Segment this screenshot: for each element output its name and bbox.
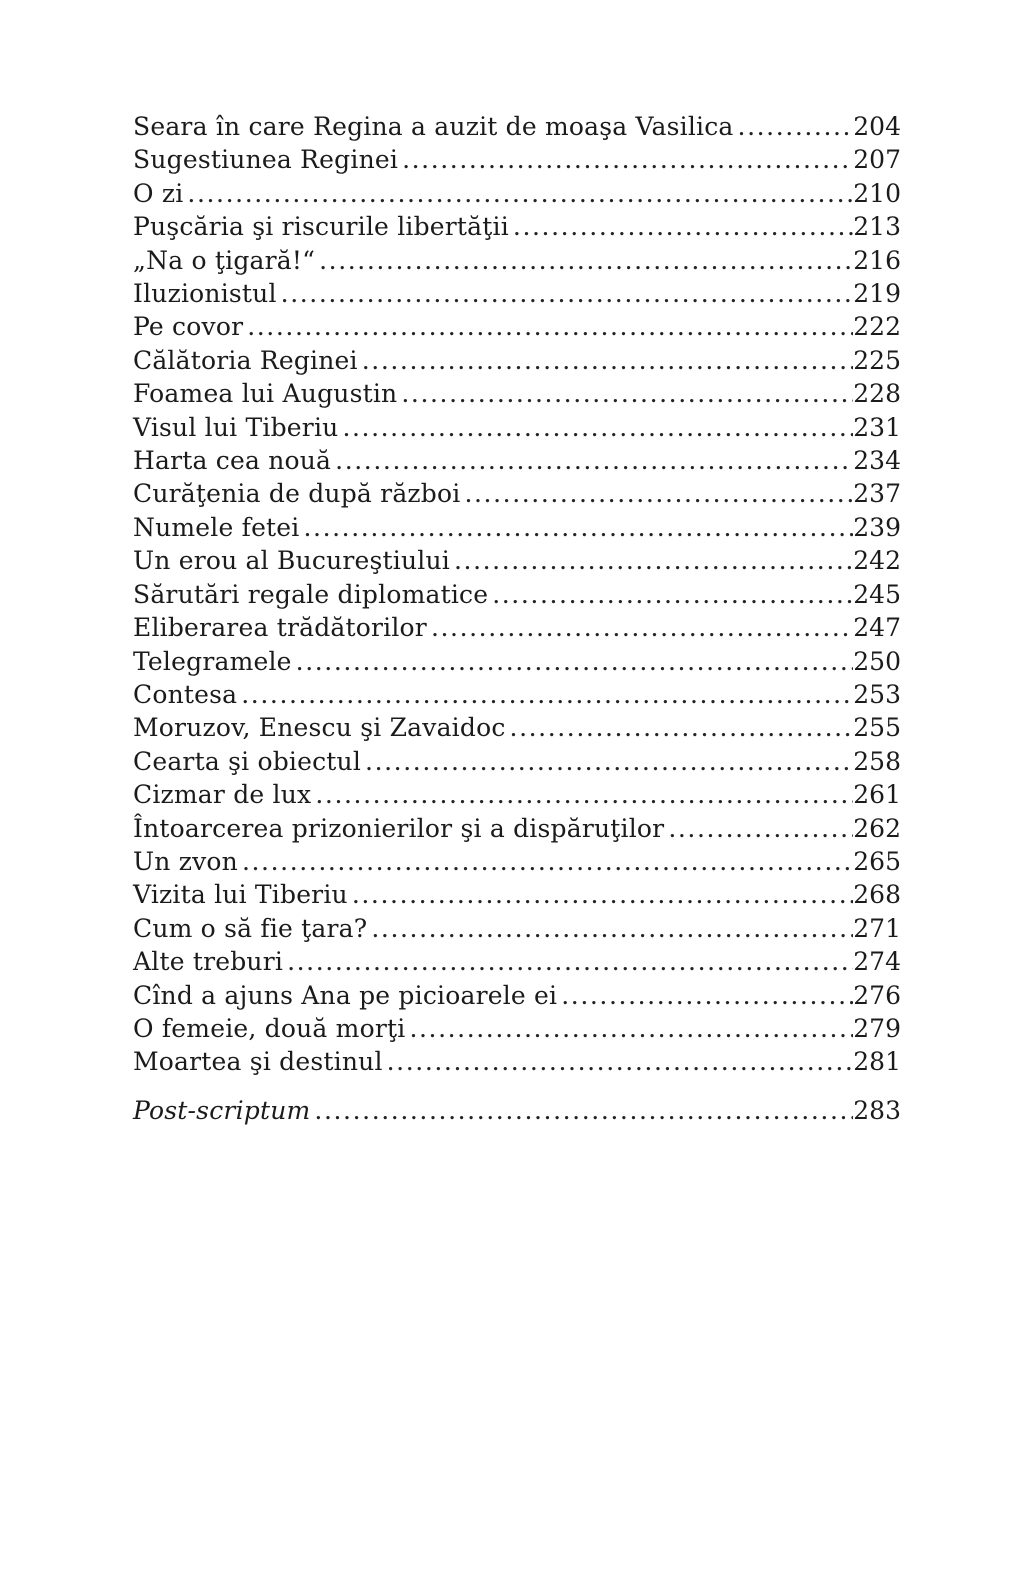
toc-leader-dots — [296, 645, 854, 678]
toc-entry-page: 216 — [853, 245, 901, 275]
toc-entry-page: 255 — [853, 713, 901, 743]
toc-row — [133, 210, 901, 243]
toc-entry-title: Eliberarea trădătorilor — [133, 613, 427, 643]
toc-entry-page: 265 — [853, 846, 901, 876]
toc-entry-page: 271 — [853, 913, 901, 943]
toc-row — [133, 1094, 901, 1127]
toc-entry-page: 281 — [853, 1047, 901, 1077]
toc-row — [133, 444, 901, 477]
toc-entry-page: 210 — [853, 178, 901, 208]
toc-leader-dots — [510, 711, 854, 744]
toc-row — [133, 645, 901, 678]
toc-entry-page: 231 — [853, 412, 901, 442]
toc-leader-dots — [513, 210, 853, 243]
toc-row — [133, 1045, 901, 1078]
toc-row — [133, 244, 901, 277]
toc-entry-title: Cizmar de lux — [133, 780, 312, 810]
toc-leader-dots — [287, 945, 853, 978]
toc-entry-page: 274 — [853, 947, 901, 977]
toc-entry-page: 261 — [853, 780, 901, 810]
toc-leader-dots — [187, 177, 853, 210]
toc-row — [133, 678, 901, 711]
toc-leader-dots — [241, 678, 853, 711]
toc-entry-page: 239 — [853, 512, 901, 542]
toc-row — [133, 110, 901, 143]
toc-entry-title: Seara în care Regina a auzit de moaşa Vasilica — [133, 112, 734, 141]
toc-entry-title: Post-scriptum — [133, 1095, 311, 1125]
toc-entry-title: O femeie, două morţi — [133, 1013, 406, 1043]
toc-leader-dots — [409, 1012, 853, 1045]
toc-leader-dots — [352, 878, 853, 911]
toc-entry-page: 258 — [853, 746, 901, 776]
toc-entry-page: 276 — [853, 980, 901, 1010]
toc-leader-dots — [668, 812, 853, 845]
toc-leader-dots — [561, 979, 853, 1012]
toc-leader-dots — [304, 511, 854, 544]
toc-entry-title: Cînd a ajuns Ana pe picioarele ei — [133, 980, 558, 1010]
toc-leader-dots — [314, 1094, 853, 1127]
toc-entry-title: Foamea lui Augustin — [133, 379, 398, 409]
toc-row — [133, 544, 901, 577]
toc-entry-page: 262 — [853, 813, 901, 843]
toc-row — [133, 845, 901, 878]
toc-leader-dots — [454, 544, 853, 577]
toc-entry-title: Pe covor — [133, 312, 244, 342]
toc-entry-title: Iluzionistul — [133, 279, 277, 309]
toc-entry-page: 204 — [853, 112, 901, 141]
toc-leader-dots — [315, 778, 853, 811]
toc-entry-title: Întoarcerea prizonierilor şi a dispăruţilor — [133, 813, 665, 843]
toc-entry-title: Cearta şi obiectul — [133, 746, 362, 776]
toc-entry-page: 225 — [853, 345, 901, 375]
toc-row — [133, 177, 901, 210]
toc-leader-dots — [371, 912, 853, 945]
toc-leader-dots — [738, 110, 854, 143]
toc-leader-dots — [464, 477, 853, 510]
toc-entry-title: Puşcăria şi riscurile libertăţii — [133, 212, 509, 242]
toc-entry-title: Sărutări regale diplomatice — [133, 579, 489, 609]
toc-leader-dots — [362, 344, 854, 377]
toc-entry-page: 228 — [853, 379, 901, 409]
toc-row — [133, 143, 901, 176]
toc-entry-page: 234 — [853, 446, 901, 476]
toc-row — [133, 344, 901, 377]
toc-row — [133, 411, 901, 444]
toc-entry-title: Un erou al Bucureştiului — [133, 546, 450, 576]
toc-leader-dots — [492, 578, 853, 611]
toc-row — [133, 511, 901, 544]
toc-entry-title: O zi — [133, 178, 184, 208]
toc-entry-title: „Na o ţigară!“ — [133, 245, 316, 275]
toc-row — [133, 945, 901, 978]
toc-leader-dots — [342, 411, 853, 444]
toc-entry-page: 207 — [853, 145, 901, 175]
toc-entry-page: 250 — [853, 646, 901, 676]
toc-row — [133, 611, 901, 644]
toc-entry-page: 222 — [853, 312, 901, 342]
toc-entry-title: Călătoria Reginei — [133, 345, 358, 375]
toc-leader-dots — [247, 310, 853, 343]
toc-entry-title: Sugestiunea Reginei — [133, 145, 399, 175]
toc-row — [133, 1012, 901, 1045]
toc-entry-title: Curăţenia de după război — [133, 479, 461, 509]
toc-entry-title: Contesa — [133, 679, 238, 709]
toc-entry-page: 279 — [853, 1013, 901, 1043]
table-of-contents — [133, 110, 901, 1127]
toc-row — [133, 711, 901, 744]
toc-entry-page: 247 — [853, 613, 901, 643]
toc-entry-page: 219 — [853, 279, 901, 309]
toc-leader-dots — [402, 143, 853, 176]
toc-entry-title: Vizita lui Tiberiu — [133, 880, 348, 910]
toc-entry-title: Cum o să fie ţara? — [133, 913, 368, 943]
toc-leader-dots — [431, 611, 853, 644]
toc-row — [133, 812, 901, 845]
toc-row — [133, 979, 901, 1012]
toc-row — [133, 778, 901, 811]
toc-row — [133, 578, 901, 611]
toc-leader-dots — [281, 277, 854, 310]
toc-leader-dots — [319, 244, 853, 277]
toc-entry-page: 237 — [853, 479, 901, 509]
toc-entry-title: Telegramele — [133, 646, 292, 676]
toc-row — [133, 310, 901, 343]
toc-entry-title: Alte treburi — [133, 947, 284, 977]
toc-entry-title: Moartea şi destinul — [133, 1047, 383, 1077]
toc-leader-dots — [401, 377, 853, 410]
toc-entry-title: Visul lui Tiberiu — [133, 412, 339, 442]
toc-leader-dots — [387, 1045, 854, 1078]
toc-entry-title: Moruzov, Enescu şi Zavaidoc — [133, 713, 506, 743]
toc-entry-title: Harta cea nouă — [133, 446, 332, 476]
toc-row — [133, 377, 901, 410]
toc-leader-dots — [335, 444, 853, 477]
toc-row — [133, 878, 901, 911]
toc-row — [133, 277, 901, 310]
toc-row — [133, 912, 901, 945]
toc-entry-page: 253 — [853, 679, 901, 709]
toc-row — [133, 745, 901, 778]
toc-row — [133, 477, 901, 510]
toc-leader-dots — [365, 745, 853, 778]
toc-entry-page: 242 — [853, 546, 901, 576]
toc-leader-dots — [242, 845, 853, 878]
toc-entry-page: 268 — [853, 880, 901, 910]
toc-entry-page: 245 — [853, 579, 901, 609]
toc-entry-title: Un zvon — [133, 846, 238, 876]
toc-entry-title: Numele fetei — [133, 512, 300, 542]
toc-entry-page: 213 — [853, 212, 901, 242]
toc-entry-page: 283 — [853, 1095, 901, 1125]
